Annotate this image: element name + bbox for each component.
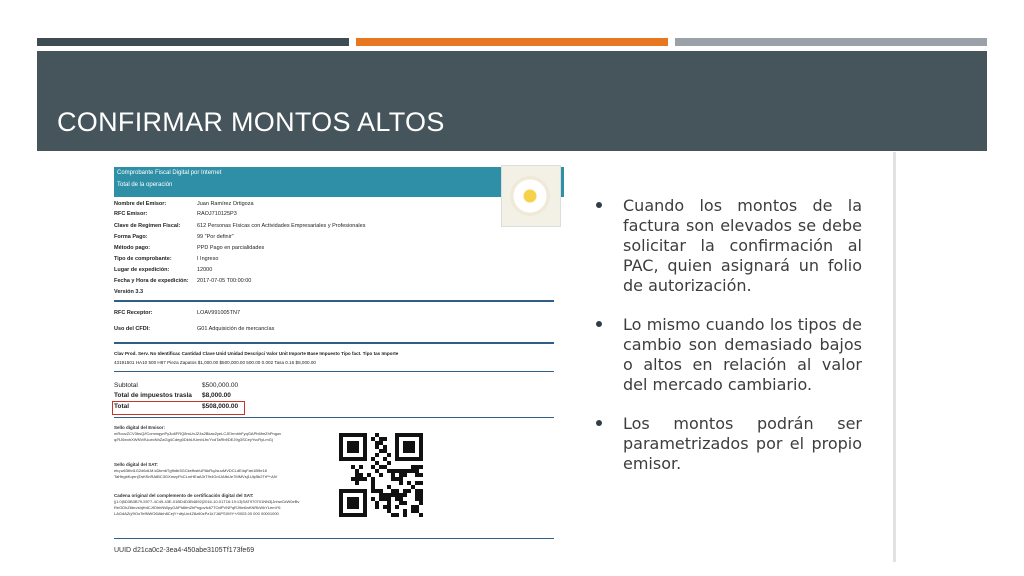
subtotal-row: Subtotal $500,000.00 — [114, 382, 239, 389]
invoice-header-subtitle: Total de la operación — [117, 182, 173, 188]
section-rule — [114, 300, 554, 302]
receptor-row: RFC Receptor: LOAV991005TN7 — [114, 310, 241, 316]
bullet-dot-icon — [596, 420, 602, 426]
items-table-row: 43191501 HA10 500 H87 Pieza Zapatos $1,000.00 $500,000.00 500.00 0.002 Tasa 0.16 $8,000.00 — [114, 360, 316, 365]
flower-icon — [510, 176, 550, 216]
slide-title: CONFIRMAR MONTOS ALTOS — [57, 107, 445, 137]
qr-code-icon — [339, 433, 423, 517]
invoice-image — [109, 155, 579, 565]
divider-line — [893, 152, 896, 562]
bullet-item: Los montos podrán ser parametrizados por el propio emisor. — [596, 414, 862, 474]
field-row: Método pago: PPD Pago en parcialidades — [114, 245, 265, 251]
field-row: RFC Emisor: RAOJ710125P3 — [114, 211, 237, 217]
bullet-dot-icon — [596, 202, 602, 208]
field-row: Lugar de expedición: 12000 — [114, 267, 213, 273]
field-row: Nombre del Emisor: Juan Ramírez Ortigoza — [114, 201, 254, 207]
invoice-header-title: Comprobante Fiscal Digital por Internet — [117, 170, 222, 176]
sello-sat: Sello digital del SAT: etq.w63thd1G2d6dLM.kDkmbTgfhdb3GCkefhsbUPAkRqJsuuMVDCLdE4qFan1B9e18 TaHbgbKqrrnjTaHSnRAtBC3GXmzyFbCLmHEaA3rT9r4Gr4JAfbUe7MMVsj1Ulp5b2TrP+AiV — [114, 462, 278, 479]
bullet-list — [596, 196, 862, 493]
total-highlight-box — [112, 401, 245, 415]
accent-bar-orange — [356, 38, 668, 46]
bullet-dot-icon — [596, 321, 602, 327]
section-rule — [114, 342, 554, 344]
taxes-row: Total de impuestos trasla $8,000.00 — [114, 392, 231, 399]
total-row: Total $508,000.00 — [114, 403, 239, 410]
field-row: Forma Pago: 99 "Por definir" — [114, 234, 234, 240]
section-rule — [114, 417, 554, 418]
accent-bar-gray — [675, 38, 987, 46]
section-rule — [114, 538, 554, 539]
bullet-item: Lo mismo cuando los tipos de cambio son demasiado bajos o altos en relación al valor del mercado cambiario. — [596, 315, 862, 395]
sello-emisor: Sello digital del Emisor: mRoovZCV3bsQ/fCcmmqynPy3o6FRQ8mUnJZ4s2Bkax2yeLCJEIrmhhFyqGAPh6fmZhPngov q/RJ6eohXWNV/fUuecNhZaGg4Cdeg0DkhLfUmbLfn/YcdTaRbf/DEJ9g3SCeyYvcRyLmGj — [114, 425, 282, 442]
cadena-original: Cadena original del complemento de certificación digital del SAT: ||1.0|5D3B3B79-5977-4C49-43E-01BD4D3B4892|2016-10-01T16:19:13|SAT970701NN3|JnhwCkW0eBv ReGDhZ6bn/shjHdCJfOhhNWpyGAPh6fmZhPngovfc67TOdPVNPqRJ9m6nKNRkWkYLemY6 LAGdAZrj/9OoTefNWO6lAbh8CejY+dfyUn4Z8z60zPz1k7JAPSlX9Y+/0003 00 000 00001000 — [114, 493, 300, 516]
field-row: Versión 3.3 — [114, 289, 144, 295]
title-banner — [37, 51, 987, 151]
receptor-row: Uso del CFDI: G01 Adquisición de mercancías — [114, 326, 275, 332]
field-row: Fecha y Hora de expedición: 2017-07-05 T00:00:00 — [114, 278, 252, 284]
accent-bar-dark — [37, 38, 349, 46]
uuid-text: UUID d21ca0c2-3ea4-450abe3105Tf173fe69 — [114, 547, 255, 554]
flower-logo — [501, 165, 561, 227]
field-row: Tipo de comprobante: I Ingreso — [114, 256, 219, 262]
field-row: Clave de Regimen Fiscal: 612 Personas Físicas con Actividades Empresariales y Profesionales — [114, 223, 366, 229]
bullet-item: Cuando los montos de la factura son elevados se debe solicitar la confirmación al PAC, quien asignará un folio de autorización. — [596, 196, 862, 296]
items-table-header: Clav Prod. Serv. No Identificac Cantidad Clave Unid Unidad Descripci Valor Unit Importe Base Impuesto Tipo fact. Tipo tas Importe — [114, 351, 399, 356]
invoice-header-band — [114, 167, 564, 197]
section-rule — [114, 371, 554, 372]
